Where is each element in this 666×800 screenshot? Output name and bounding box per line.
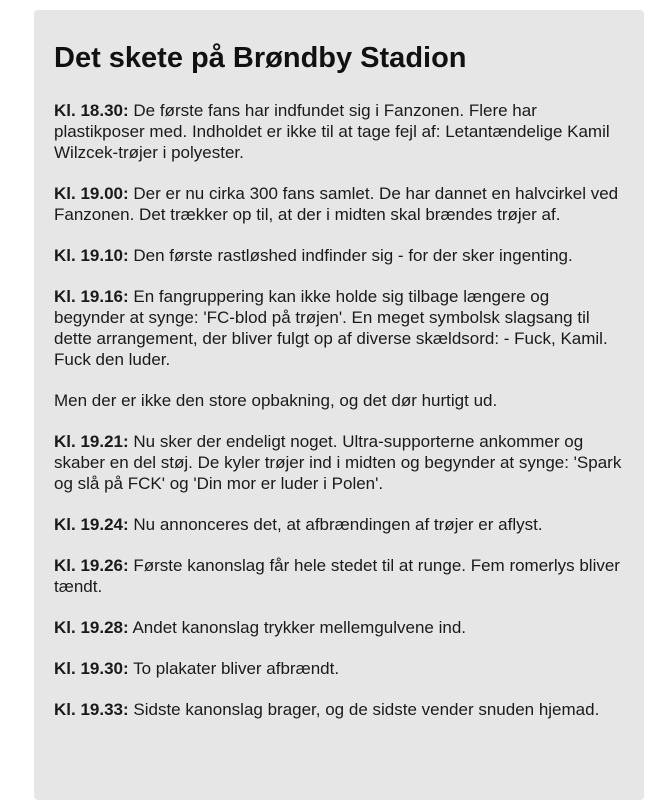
entry-time: Kl. 19.30: — [54, 659, 129, 678]
entry-time: Kl. 19.33: — [54, 700, 129, 719]
timeline-entry — [54, 431, 624, 494]
entry-text: Sidste kanonslag brager, og de sidste vender snuden hjemad. — [128, 700, 600, 719]
timeline-paragraph — [54, 390, 624, 411]
timeline-entry — [54, 286, 624, 370]
entry-time: Kl. 19.24: — [54, 515, 129, 534]
entry-text: Men der er ikke den store opbakning, og det dør hurtigt ud. — [54, 391, 498, 410]
timeline-entry — [54, 100, 624, 163]
entry-text: Den første rastløshed indfinder sig - for der sker ingenting. — [128, 246, 573, 265]
article-card — [34, 10, 644, 800]
timeline-entry — [54, 617, 624, 638]
entry-text: Der er nu cirka 300 fans samlet. De har dannet en halvcirkel ved Fanzonen. Det trækker op til, at der i midten skal brændes trøjer af. — [54, 184, 619, 224]
entry-text: Andet kanonslag trykker mellemgulvene ind. — [128, 618, 467, 637]
timeline-entry — [54, 555, 624, 597]
entry-time: Kl. 19.26: — [54, 556, 129, 575]
entry-text: To plakater bliver afbrændt. — [128, 659, 340, 678]
timeline-entry — [54, 183, 624, 225]
entry-time: Kl. 19.16: — [54, 287, 129, 306]
entry-text: Første kanonslag får hele stedet til at runge. Fem romerlys bliver tændt. — [54, 556, 620, 596]
timeline-entry — [54, 245, 624, 266]
entry-time: Kl. 19.10: — [54, 246, 129, 265]
entry-time: Kl. 18.30: — [54, 101, 129, 120]
entry-time: Kl. 19.00: — [54, 184, 129, 203]
entry-time: Kl. 19.28: — [54, 618, 129, 637]
timeline-entry — [54, 514, 624, 535]
entry-text: Nu sker der endeligt noget. Ultra-supporterne ankommer og skaber en del støj. De kyler trøjer ind i midten og begynder at synge: 'Spark og slå på FCK' og 'Din mor er luder i Polen'. — [54, 432, 622, 493]
entry-text: En fangruppering kan ikke holde sig tilbage længere og begynder at synge: 'FC-blod på trøjen'. En meget symbolsk slagsang til dette arrangement, der bliver fulgt op af diverse skældsord: - Fuck, Kamil. Fuck den luder. — [54, 287, 608, 369]
article-title: Det skete på Brøndby Stadion — [54, 42, 467, 74]
entry-time: Kl. 19.21: — [54, 432, 129, 451]
entry-text: De første fans har indfundet sig i Fanzonen. Flere har plastikposer med. Indholdet er ikke til at tage fejl af: Letantændelige Kamil Wilzcek-trøjer i polyester. — [54, 101, 610, 162]
timeline-entry — [54, 658, 624, 679]
timeline-entry — [54, 699, 624, 720]
entry-text: Nu annonceres det, at afbrændingen af trøjer er aflyst. — [128, 515, 543, 534]
